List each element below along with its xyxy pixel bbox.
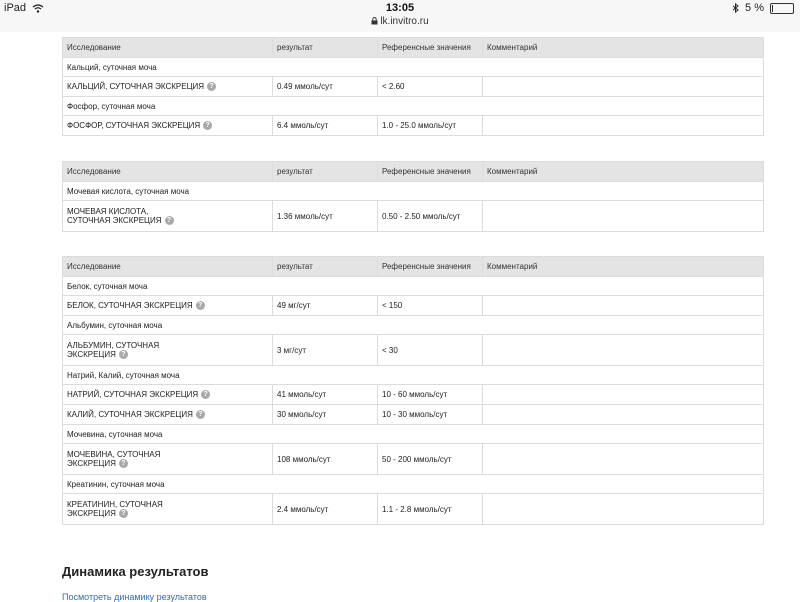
reference-cell: 0.50 - 2.50 ммоль/сут: [378, 201, 483, 232]
reference-cell: 1.1 - 2.8 ммоль/сут: [378, 494, 483, 525]
col-header-result: результат: [273, 38, 378, 58]
comment-cell: [483, 405, 764, 425]
table-row: [63, 385, 764, 405]
table-row: [63, 201, 764, 232]
group-title: Креатинин, суточная моча: [63, 475, 764, 494]
group-row: [63, 277, 764, 296]
group-row: [63, 182, 764, 201]
test-name-cell: [63, 494, 273, 525]
test-name-cell: [63, 296, 273, 316]
group-title: Мочевая кислота, суточная моча: [63, 182, 764, 201]
group-row: [63, 366, 764, 385]
bluetooth-icon: [732, 3, 739, 13]
test-name-cell: [63, 444, 273, 475]
col-header-comment: Комментарий: [483, 162, 764, 182]
lock-icon: [371, 17, 378, 25]
test-name-cell: [63, 77, 273, 97]
help-icon[interactable]: ?: [203, 121, 212, 130]
help-icon[interactable]: ?: [207, 82, 216, 91]
test-name: КРЕАТИНИН, СУТОЧНАЯ ЭКСКРЕЦИЯ: [67, 499, 163, 518]
help-icon[interactable]: ?: [196, 410, 205, 419]
comment-cell: [483, 335, 764, 366]
table-header-row: [63, 38, 764, 58]
reference-cell: < 30: [378, 335, 483, 366]
test-name: АЛЬБУМИН, СУТОЧНАЯ ЭКСКРЕЦИЯ: [67, 340, 160, 359]
comment-cell: [483, 494, 764, 525]
results-table: [62, 37, 764, 136]
reference-cell: 10 - 60 ммоль/сут: [378, 385, 483, 405]
col-header-result: результат: [273, 257, 378, 277]
group-title: Натрий, Калий, суточная моча: [63, 366, 764, 385]
col-header-reference: Референсные значения: [378, 38, 483, 58]
result-cell: 1.36 ммоль/сут: [273, 201, 378, 232]
comment-cell: [483, 444, 764, 475]
group-title: Кальций, суточная моча: [63, 58, 764, 77]
col-header-test: Исследование: [63, 162, 273, 182]
reference-cell: 10 - 30 ммоль/сут: [378, 405, 483, 425]
comment-cell: [483, 201, 764, 232]
col-header-reference: Референсные значения: [378, 257, 483, 277]
clock: 13:05: [385, 2, 415, 14]
dynamics-link[interactable]: Посмотреть динамику результатов: [62, 592, 207, 602]
test-name: НАТРИЙ, СУТОЧНАЯ ЭКСКРЕЦИЯ: [67, 389, 199, 399]
battery-fill: [772, 5, 773, 12]
group-row: [63, 475, 764, 494]
result-cell: 2.4 ммоль/сут: [273, 494, 378, 525]
group-title: Белок, суточная моча: [63, 277, 764, 296]
table-row: [63, 335, 764, 366]
comment-cell: [483, 385, 764, 405]
address-bar[interactable]: [0, 16, 800, 27]
table-row: [63, 444, 764, 475]
comment-cell: [483, 77, 764, 97]
result-cell: 6.4 ммоль/сут: [273, 116, 378, 136]
help-icon[interactable]: ?: [196, 301, 205, 310]
group-row: [63, 97, 764, 116]
results-table: [62, 256, 764, 525]
test-name: ФОСФОР, СУТОЧНАЯ ЭКСКРЕЦИЯ: [67, 120, 201, 130]
test-name: МОЧЕВИНА, СУТОЧНАЯ ЭКСКРЕЦИЯ: [67, 449, 161, 468]
test-name: КАЛЬЦИЙ, СУТОЧНАЯ ЭКСКРЕЦИЯ: [67, 81, 205, 91]
group-row: [63, 425, 764, 444]
result-cell: 41 ммоль/сут: [273, 385, 378, 405]
col-header-comment: Комментарий: [483, 38, 764, 58]
results-table: [62, 161, 764, 232]
help-icon[interactable]: ?: [119, 350, 128, 359]
col-header-result: результат: [273, 162, 378, 182]
test-name-cell: [63, 201, 273, 232]
battery-percent: 5 %: [745, 2, 764, 14]
col-header-comment: Комментарий: [483, 257, 764, 277]
result-cell: 3 мг/сут: [273, 335, 378, 366]
table-row: [63, 494, 764, 525]
table-row: [63, 405, 764, 425]
reference-cell: 50 - 200 ммоль/сут: [378, 444, 483, 475]
result-cell: 108 ммоль/сут: [273, 444, 378, 475]
table-row: [63, 77, 764, 97]
group-row: [63, 58, 764, 77]
battery-icon: [770, 3, 794, 14]
test-name: КАЛИЙ, СУТОЧНАЯ ЭКСКРЕЦИЯ: [67, 409, 193, 419]
result-cell: 49 мг/сут: [273, 296, 378, 316]
table-header-row: [63, 162, 764, 182]
help-icon[interactable]: ?: [119, 459, 128, 468]
test-name-cell: [63, 335, 273, 366]
col-header-test: Исследование: [63, 257, 273, 277]
test-name: БЕЛОК, СУТОЧНАЯ ЭКСКРЕЦИЯ: [67, 300, 193, 310]
test-name: МОЧЕВАЯ КИСЛОТА, СУТОЧНАЯ ЭКСКРЕЦИЯ: [67, 206, 162, 225]
table-row: [63, 296, 764, 316]
test-name-cell: [63, 405, 273, 425]
result-cell: 0.49 ммоль/сут: [273, 77, 378, 97]
comment-cell: [483, 116, 764, 136]
col-header-test: Исследование: [63, 38, 273, 58]
group-title: Альбумин, суточная моча: [63, 316, 764, 335]
help-icon[interactable]: ?: [165, 216, 174, 225]
group-title: Мочевина, суточная моча: [63, 425, 764, 444]
help-icon[interactable]: ?: [201, 390, 210, 399]
url-text: lk.invitro.ru: [380, 16, 429, 27]
test-name-cell: [63, 385, 273, 405]
reference-cell: < 150: [378, 296, 483, 316]
col-header-reference: Референсные значения: [378, 162, 483, 182]
table-header-row: [63, 257, 764, 277]
device-name: iPad: [4, 2, 27, 14]
ios-status-bar: [0, 0, 800, 32]
group-title: Фосфор, суточная моча: [63, 97, 764, 116]
dynamics-heading: Динамика результатов: [62, 564, 209, 579]
test-name-cell: [63, 116, 273, 136]
result-cell: 30 ммоль/сут: [273, 405, 378, 425]
reference-cell: < 2.60: [378, 77, 483, 97]
comment-cell: [483, 296, 764, 316]
help-icon[interactable]: ?: [119, 509, 128, 518]
group-row: [63, 316, 764, 335]
table-row: [63, 116, 764, 136]
status-right: [732, 2, 794, 14]
reference-cell: 1.0 - 25.0 ммоль/сут: [378, 116, 483, 136]
